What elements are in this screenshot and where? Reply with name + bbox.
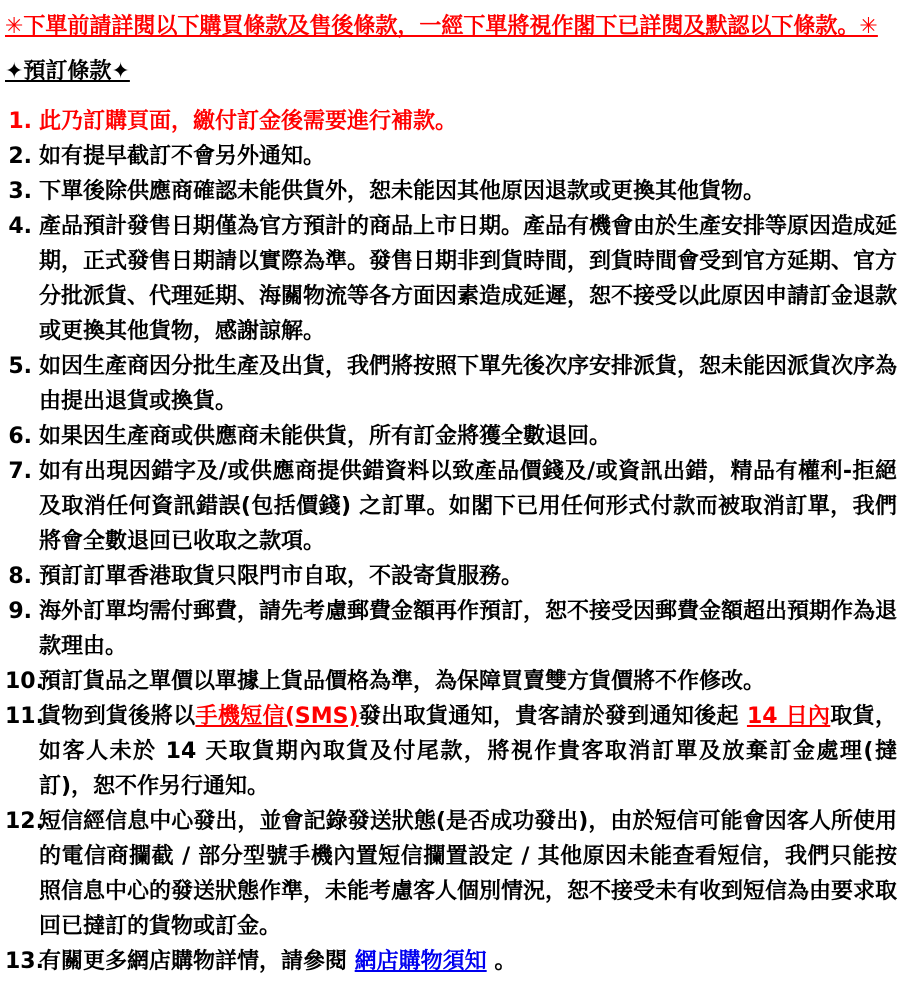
term-number: 4. (8, 214, 32, 239)
term-text: 取貨，如客人未於 14 天取貨期內取貨及付尾款，將視作貴客取消訂單及放棄訂金處理(撻訂)，恕不作另行通知。 (39, 704, 897, 799)
term-text: 如有出現因錯字及/或供應商提供錯資料以致產品價錢及/或資訊出錯，精品有權利-拒絕及取消任何資訊錯誤(包括價錢) 之訂單。如閣下已用任何形式付款而被取消訂單，我們將會全數退回已收取之款項。 (39, 459, 897, 554)
term-item-11 (5, 699, 897, 804)
term-number: 5. (8, 354, 32, 379)
shop-guide-link[interactable]: 網店購物須知 (354, 949, 487, 974)
term-item-12 (5, 804, 897, 944)
term-number: 11. (5, 704, 44, 729)
term-text: 預訂貨品之單價以單據上貨品價格為準，為保障買賣雙方貨價將不作修改。 (39, 669, 766, 694)
term-item-2 (5, 139, 897, 174)
term-text: 貨物到貨後將以 (39, 704, 196, 729)
term-item-6 (5, 419, 897, 454)
term-number: 12. (5, 809, 44, 834)
term-item-3 (5, 174, 897, 209)
red-underline-text: 手機短信(SMS) (195, 704, 359, 729)
term-text: 預訂訂單香港取貨只限門市自取，不設寄貨服務。 (39, 564, 524, 589)
term-text: 短信經信息中心發出，並會記錄發送狀態(是否成功發出)，由於短信可能會因客人所使用的電信商攔截 / 部分型號手機內置短信攔置設定 / 其他原因未能查看短信，我們只能按照信息中心的發送狀態作準，未能考慮客人個別情況，恕不接受未有收到短信為由要求取回已撻訂的貨物或訂金。 (39, 809, 898, 939)
terms-list (5, 104, 897, 979)
term-item-10 (5, 664, 897, 699)
term-number: 8. (8, 564, 32, 589)
term-number: 10. (5, 669, 44, 694)
term-item-13 (5, 944, 897, 979)
term-text: 如有提早截訂不會另外通知。 (39, 144, 326, 169)
term-item-7 (5, 454, 897, 559)
section-title-row (5, 57, 897, 87)
term-text: 發出取貨通知，貴客請於發到通知後起 (358, 704, 747, 729)
section-title: ✦預訂條款✦ (5, 59, 130, 84)
red-underline-text: 14 日內 (746, 704, 831, 729)
term-number: 1. (8, 109, 32, 134)
term-text: 有關更多網店購物詳情，請參閱 (39, 949, 355, 974)
term-number: 6. (8, 424, 32, 449)
term-item-5 (5, 349, 897, 419)
term-number: 7. (8, 459, 32, 484)
term-number: 2. (8, 144, 32, 169)
term-item-4 (5, 209, 897, 349)
term-number: 9. (8, 599, 32, 624)
term-item-1 (5, 104, 897, 139)
purchase-terms-notice: ✳下單前請詳閱以下購買條款及售後條款，一經下單將視作閣下已詳閱及默認以下條款。✳ (5, 14, 878, 39)
term-text: 海外訂單均需付郵費，請先考慮郵費金額再作預訂，恕不接受因郵費金額超出預期作為退款理由。 (39, 599, 898, 659)
term-text: 如因生產商因分批生產及出貨，我們將按照下單先後次序安排派貨，恕未能因派貨次序為由提出退貨或換貨。 (39, 354, 898, 414)
term-text: 下單後除供應商確認未能供貨外，恕未能因其他原因退款或更換其他貨物。 (39, 179, 766, 204)
term-text: 如果因生產商或供應商未能供貨，所有訂金將獲全數退回。 (39, 424, 612, 449)
term-item-8 (5, 559, 897, 594)
term-text: 此乃訂購頁面，繳付訂金後需要進行補款。 (39, 109, 458, 134)
term-text: 。 (486, 949, 517, 974)
term-number: 13. (5, 949, 44, 974)
term-item-9 (5, 594, 897, 664)
term-number: 3. (8, 179, 32, 204)
term-text: 產品預計發售日期僅為官方預計的商品上市日期。產品有機會由於生產安排等原因造成延期，正式發售日期請以實際為準。發售日期非到貨時間，到貨時間會受到官方延期、官方分批派貨、代理延期、海關物流等各方面因素造成延遲，恕不接受以此原因申請訂金退款或更換其他貨物，感謝諒解。 (39, 214, 898, 344)
